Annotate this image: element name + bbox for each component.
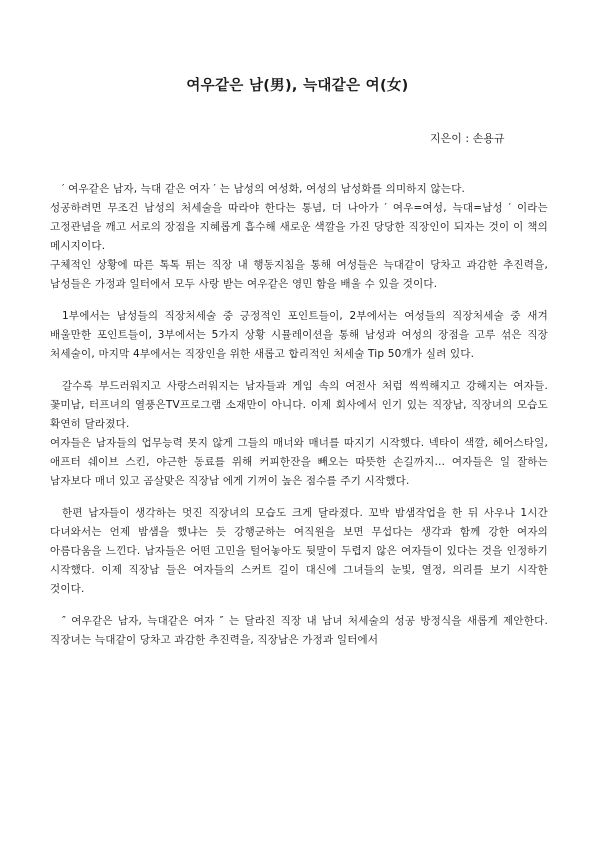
paragraph-intro: ′ 여우같은 남자, 늑대 같은 여자 ′ 는 남성의 여성화, 여성의 남성화를 의미하지 않는다. (62, 183, 466, 195)
author-line: 지은이 : 손용규 (430, 132, 505, 145)
paragraph-conclusion: ″ 여우같은 남자, 늑대같은 여자 ″ 는 달라진 직장 내 남녀 처세술의 성공 방정식을 새롭게 제안한다. 직장녀는 늑대같이 당차고 과감한 추진력을, 직장남은 가정과 일터에서 (50, 615, 548, 646)
paragraph-trends: 갈수록 부드러워지고 사랑스러워지는 남자들과 게임 속의 여전사 처럼 씩씩해지고 강해지는 여자들. 꽃미남, 터프녀의 열풍은TV프로그램 소재만이 아니다. 이제 회사에서 인기 있는 직장남, 직장녀의 모습도 확연히 달라졌다. (50, 380, 548, 430)
paragraph-men-view: 한편 남자들이 생각하는 멋진 직장녀의 모습도 크게 달라졌다. 꼬박 밤샘작업을 한 뒤 사우나 1시간 다녀와서는 언제 밤샘을 했냐는 듯 강행군하는 여직원을 보면 무섭다는 생각과 함께 강한 여자의 아름다움을 느낀다. 남자들은 어떤 고민을 털어놓아도 뒷말이 두렵지 않은 여자들이 있다는 것을 인정하기 시작했다. 이제 직장남 들은 여자들의 스커트 길이 대신에 그녀들의 눈빛, 열정, 의리를 보기 시작한 것이다. (50, 507, 548, 595)
document-title: 여우같은 남(男), 늑대같은 여(女) (186, 78, 409, 94)
document-body (50, 180, 548, 650)
paragraph-intro-cont-1: 성공하려면 무조건 남성의 처세술을 따라야 한다는 통념, 더 나아가 ′ 여우=여성, 늑대=남성 ′ 이라는 고정관념을 깨고 서로의 장점을 지혜롭게 흡수해 새로운 색깔을 가진 당당한 직장인이 되자는 것이 이 책의 메시지이다. (50, 202, 548, 252)
paragraph-intro-cont-2: 구체적인 상황에 따른 톡톡 튀는 직장 내 행동지침을 통해 여성들은 늑대같이 당차고 과감한 추진력을, 남성들은 가정과 일터에서 모두 사랑 받는 여우같은 영민 함을 배울 수 있을 것이다. (50, 259, 548, 290)
paragraph-trends-cont: 여자들은 남자들의 업무능력 못지 않게 그들의 매너와 매너를 따지기 시작했다. 넥타이 색깔, 헤어스타일, 애프터 쉐이브 스킨, 야근한 동료를 위해 커피한잔을 빼오는 따뜻한 손길까지… 여자들은 일 잘하는 남자보다 매너 있고 곰살맞은 직장남 에게 기꺼이 높은 점수를 주기 시작했다. (50, 437, 548, 487)
paragraph-structure: 1부에서는 남성들의 직장처세술 중 긍정적인 포인트들이, 2부에서는 여성들의 직장처세술 중 새겨 배울만한 포인트들이, 3부에서는 5가지 상황 시뮬레이션을 통해 남성과 여성의 장점을 고루 섞은 직장 처세술이, 마지막 4부에서는 직장인을 위한 새롭고 합리적인 처세술 Tip 50개가 실려 있다. (50, 310, 548, 360)
